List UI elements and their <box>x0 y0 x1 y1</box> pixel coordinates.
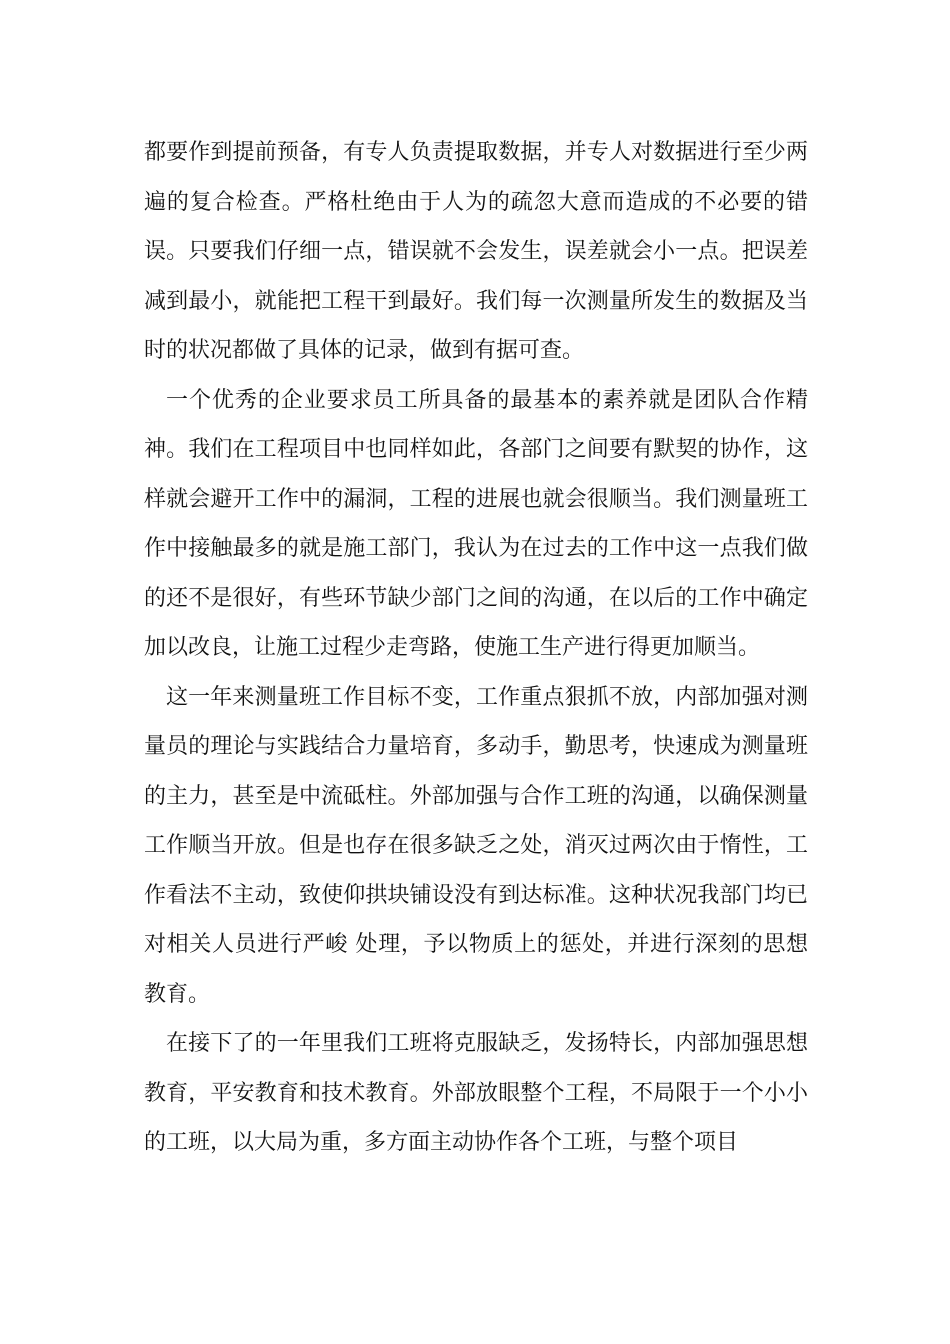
document-body <box>144 128 808 1168</box>
paragraph-2: 一个优秀的企业要求员工所具备的最基本的素养就是团队合作精神。我们在工程项目中也同样如此，各部门之间要有默契的协作，这样就会避开工作中的漏洞，工程的进展也就会很顺当。我们测量班工作中接触最多的就是施工部门，我认为在过去的工作中这一点我们做的还不是很好，有些环节缺少部门之间的沟通，在以后的工作中确定加以改良，让施工过程少走弯路，使施工生产进行得更加顺当。 <box>144 387 808 660</box>
paragraph-1: 都要作到提前预备，有专人负责提取数据，并专人对数据进行至少两遍的复合检查。严格杜绝由于人为的疏忽大意而造成的不必要的错误。只要我们仔细一点，错误就不会发生，误差就会小一点。把误差减到最小，就能把工程干到最好。我们每一次测量所发生的数据及当时的状况都做了具体的记录，做到有据可查。 <box>144 140 808 363</box>
paragraph-3: 这一年来测量班工作目标不变，工作重点狠抓不放，内部加强对测量员的理论与实践结合力量培育，多动手，勤思考，快速成为测量班的主力，甚至是中流砥柱。外部加强与合作工班的沟通，以确保测量工作顺当开放。但是也存在很多缺乏之处，消灭过两次由于惰性，工作看法不主动，致使仰拱块铺设没有到达标准。这种状况我部门均已对相关人员进行严峻 处理，予以物质上的惩处，并进行深刻的思想教育。 <box>144 684 808 1007</box>
paragraph-4: 在接下了的一年里我们工班将克服缺乏，发扬特长，内部加强思想教育，平安教育和技术教育。外部放眼整个工程，不局限于一个小小的工班，以大局为重，多方面主动协作各个工班，与整个项目 <box>144 1031 808 1155</box>
